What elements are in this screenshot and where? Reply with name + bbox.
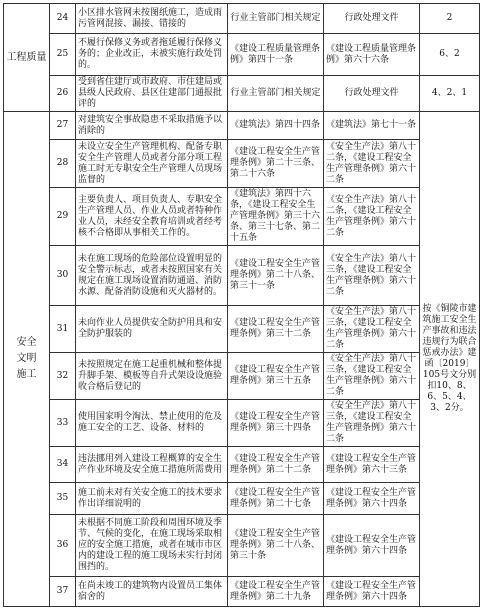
- row-penalty: 《建设工程安全生产管理条例》第六十三条: [324, 447, 420, 483]
- row-number: 30: [50, 246, 76, 306]
- table-row: [4, 76, 480, 112]
- row-penalty: 行政处理文件: [324, 76, 420, 112]
- row-number: 32: [50, 353, 76, 400]
- row-score: 6、2: [420, 34, 480, 76]
- table-row: [4, 188, 480, 246]
- row-penalty: 《建设工程安全生产管理条例》第六十四条: [324, 515, 420, 577]
- row-number: 27: [50, 112, 76, 140]
- row-description: 未向作业人员提供安全防护用具和安全防护服装的: [76, 306, 228, 353]
- table-row: [4, 4, 480, 34]
- table-row: [4, 112, 480, 140]
- row-basis: 《建设工程安全生产管理条例》第三十二条: [228, 306, 324, 353]
- row-description: 小区排水管网未按图纸施工，造成雨污管网混接、漏接、错接的: [76, 4, 228, 34]
- table-row: [4, 447, 480, 483]
- row-basis: 《建筑法》第四十四条: [228, 112, 324, 140]
- row-number: 37: [50, 577, 76, 607]
- table-row: [4, 246, 480, 306]
- table-row: [4, 400, 480, 447]
- row-number: 25: [50, 34, 76, 76]
- row-description: 使用国家明令淘汰、禁止使用的危及施工安全的工艺、设备、材料的: [76, 400, 228, 447]
- row-score: 4、2、1: [420, 76, 480, 112]
- table-row: [4, 353, 480, 400]
- row-description: 受到省住建厅或市政府、市住建局或县级人民政府、县区住建部门通报批评的: [76, 76, 228, 112]
- row-basis: 《建设工程安全生产管理条例》第二十九条: [228, 577, 324, 607]
- row-basis: 《建设工程安全生产管理条例》第二十七条: [228, 483, 324, 515]
- row-number: 26: [50, 76, 76, 112]
- row-basis: 《建设工程安全生产管理条例》第二十二条: [228, 447, 324, 483]
- row-number: 35: [50, 483, 76, 515]
- row-number: 24: [50, 4, 76, 34]
- row-penalty: 《建设工程安全生产管理条例》第六十四条: [324, 577, 420, 607]
- table-row: [4, 483, 480, 515]
- row-description: 施工前未对有关安全施工的技术要求作出详细说明的: [76, 483, 228, 515]
- row-description: 主要负责人、项目负责人、专职安全生产管理人员、作业人员或者特种作业人员，未经安全教育培训或者经考核不合格即从事相关工作的。: [76, 188, 228, 246]
- category-safety: 安全文明施工: [4, 112, 50, 607]
- row-description: 对建筑安全事故隐患不采取措施予以消除的: [76, 112, 228, 140]
- row-penalty: 《安全生产法》第八十三条，《建设工程安全生产管理条例》第六十二条: [324, 306, 420, 353]
- row-number: 28: [50, 140, 76, 188]
- row-basis: 行业主管部门相关规定: [228, 4, 324, 34]
- row-penalty: 《安全生产法》第八十三条，《建设工程安全生产管理条例》第六十二条: [324, 400, 420, 447]
- row-number: 34: [50, 447, 76, 483]
- safety-penalty-note: 按《铜陵市建筑施工安全生产事故和违法违规行为联合惩戒办法》建函〔2019〕105号文分别扣10、8、6、5、4、3、2分。: [420, 112, 480, 607]
- table-row: [4, 577, 480, 607]
- row-penalty: 《安全生产法》第八十三条，《建设工程安全生产管理条例》第六十二条: [324, 353, 420, 400]
- row-basis: 《建筑法》第四十六条，《建设工程安全生产管理条例》第三十六条、第三十七条、第二十五条: [228, 188, 324, 246]
- row-number: 36: [50, 515, 76, 577]
- row-penalty: 《建设工程质量管理条例》第六十六条: [324, 34, 420, 76]
- row-penalty: 《建筑法》第七十一条: [324, 112, 420, 140]
- row-description: 在尚未竣工的建筑物内设置员工集体宿舍的: [76, 577, 228, 607]
- row-number: 31: [50, 306, 76, 353]
- regulation-table: [3, 3, 480, 607]
- row-penalty: 《安全生产法》第八十二条，《建设工程安全生产管理条例》第六十二条: [324, 140, 420, 188]
- row-penalty: 《安全生产法》第八十二条，《建设工程安全生产管理条例》第六十二条: [324, 188, 420, 246]
- row-penalty: 行政处理文件: [324, 4, 420, 34]
- row-basis: 《建设工程安全生产管理条例》第二十三条、第二十六条: [228, 140, 324, 188]
- row-basis: 《建设工程安全生产管理条例》第二十八条、第三十一条: [228, 246, 324, 306]
- row-basis: 《建设工程质量管理条例》第四十一条: [228, 34, 324, 76]
- row-description: 未按照规定在施工起重机械和整体提升脚手架、模板等自升式架设设施验收合格后登记的: [76, 353, 228, 400]
- row-basis: 《建设工程安全生产管理条例》第三十五条: [228, 353, 324, 400]
- row-basis: 《建设工程安全生产管理条例》第三十四条: [228, 400, 324, 447]
- row-description: 未根据不同施工阶段和周围环境及季节、气候的变化，在施工现场采取相应的安全施工措施，或者在城市市区内的建设工程的施工现场未实行封闭围挡的。: [76, 515, 228, 577]
- row-description: 未在施工现场的危险部位设置明显的安全警示标志，或者未按照国家有关规定在施工现场设置消防通道、消防水源、配备消防设施和灭火器材的。: [76, 246, 228, 306]
- row-number: 33: [50, 400, 76, 447]
- row-penalty: 《安全生产法》第八十三条，《建设工程安全生产管理条例》第六十二条: [324, 246, 420, 306]
- row-description: 不履行保修义务或者拖延履行保修义务的；企业改正，未被实施行政处罚的。: [76, 34, 228, 76]
- row-basis: 行业主管部门相关规定: [228, 76, 324, 112]
- category-quality: 工程质量: [4, 4, 50, 112]
- row-basis: 《建设工程安全生产管理条例》第二十八条、第三十条: [228, 515, 324, 577]
- row-description: 违法挪用列入建设工程概算的安全生产作业环境及安全施工措施所需费用: [76, 447, 228, 483]
- table-row: [4, 140, 480, 188]
- row-score: 2: [420, 4, 480, 34]
- row-description: 未设立安全生产管理机构、配备专职安全生产管理人员或者分部分项工程施工时无专职安全生产管理人员现场监督的: [76, 140, 228, 188]
- table-row: [4, 34, 480, 76]
- row-number: 29: [50, 188, 76, 246]
- table-row: [4, 306, 480, 353]
- row-penalty: 《建设工程安全生产管理条例》第六十四条: [324, 483, 420, 515]
- table-row: [4, 515, 480, 577]
